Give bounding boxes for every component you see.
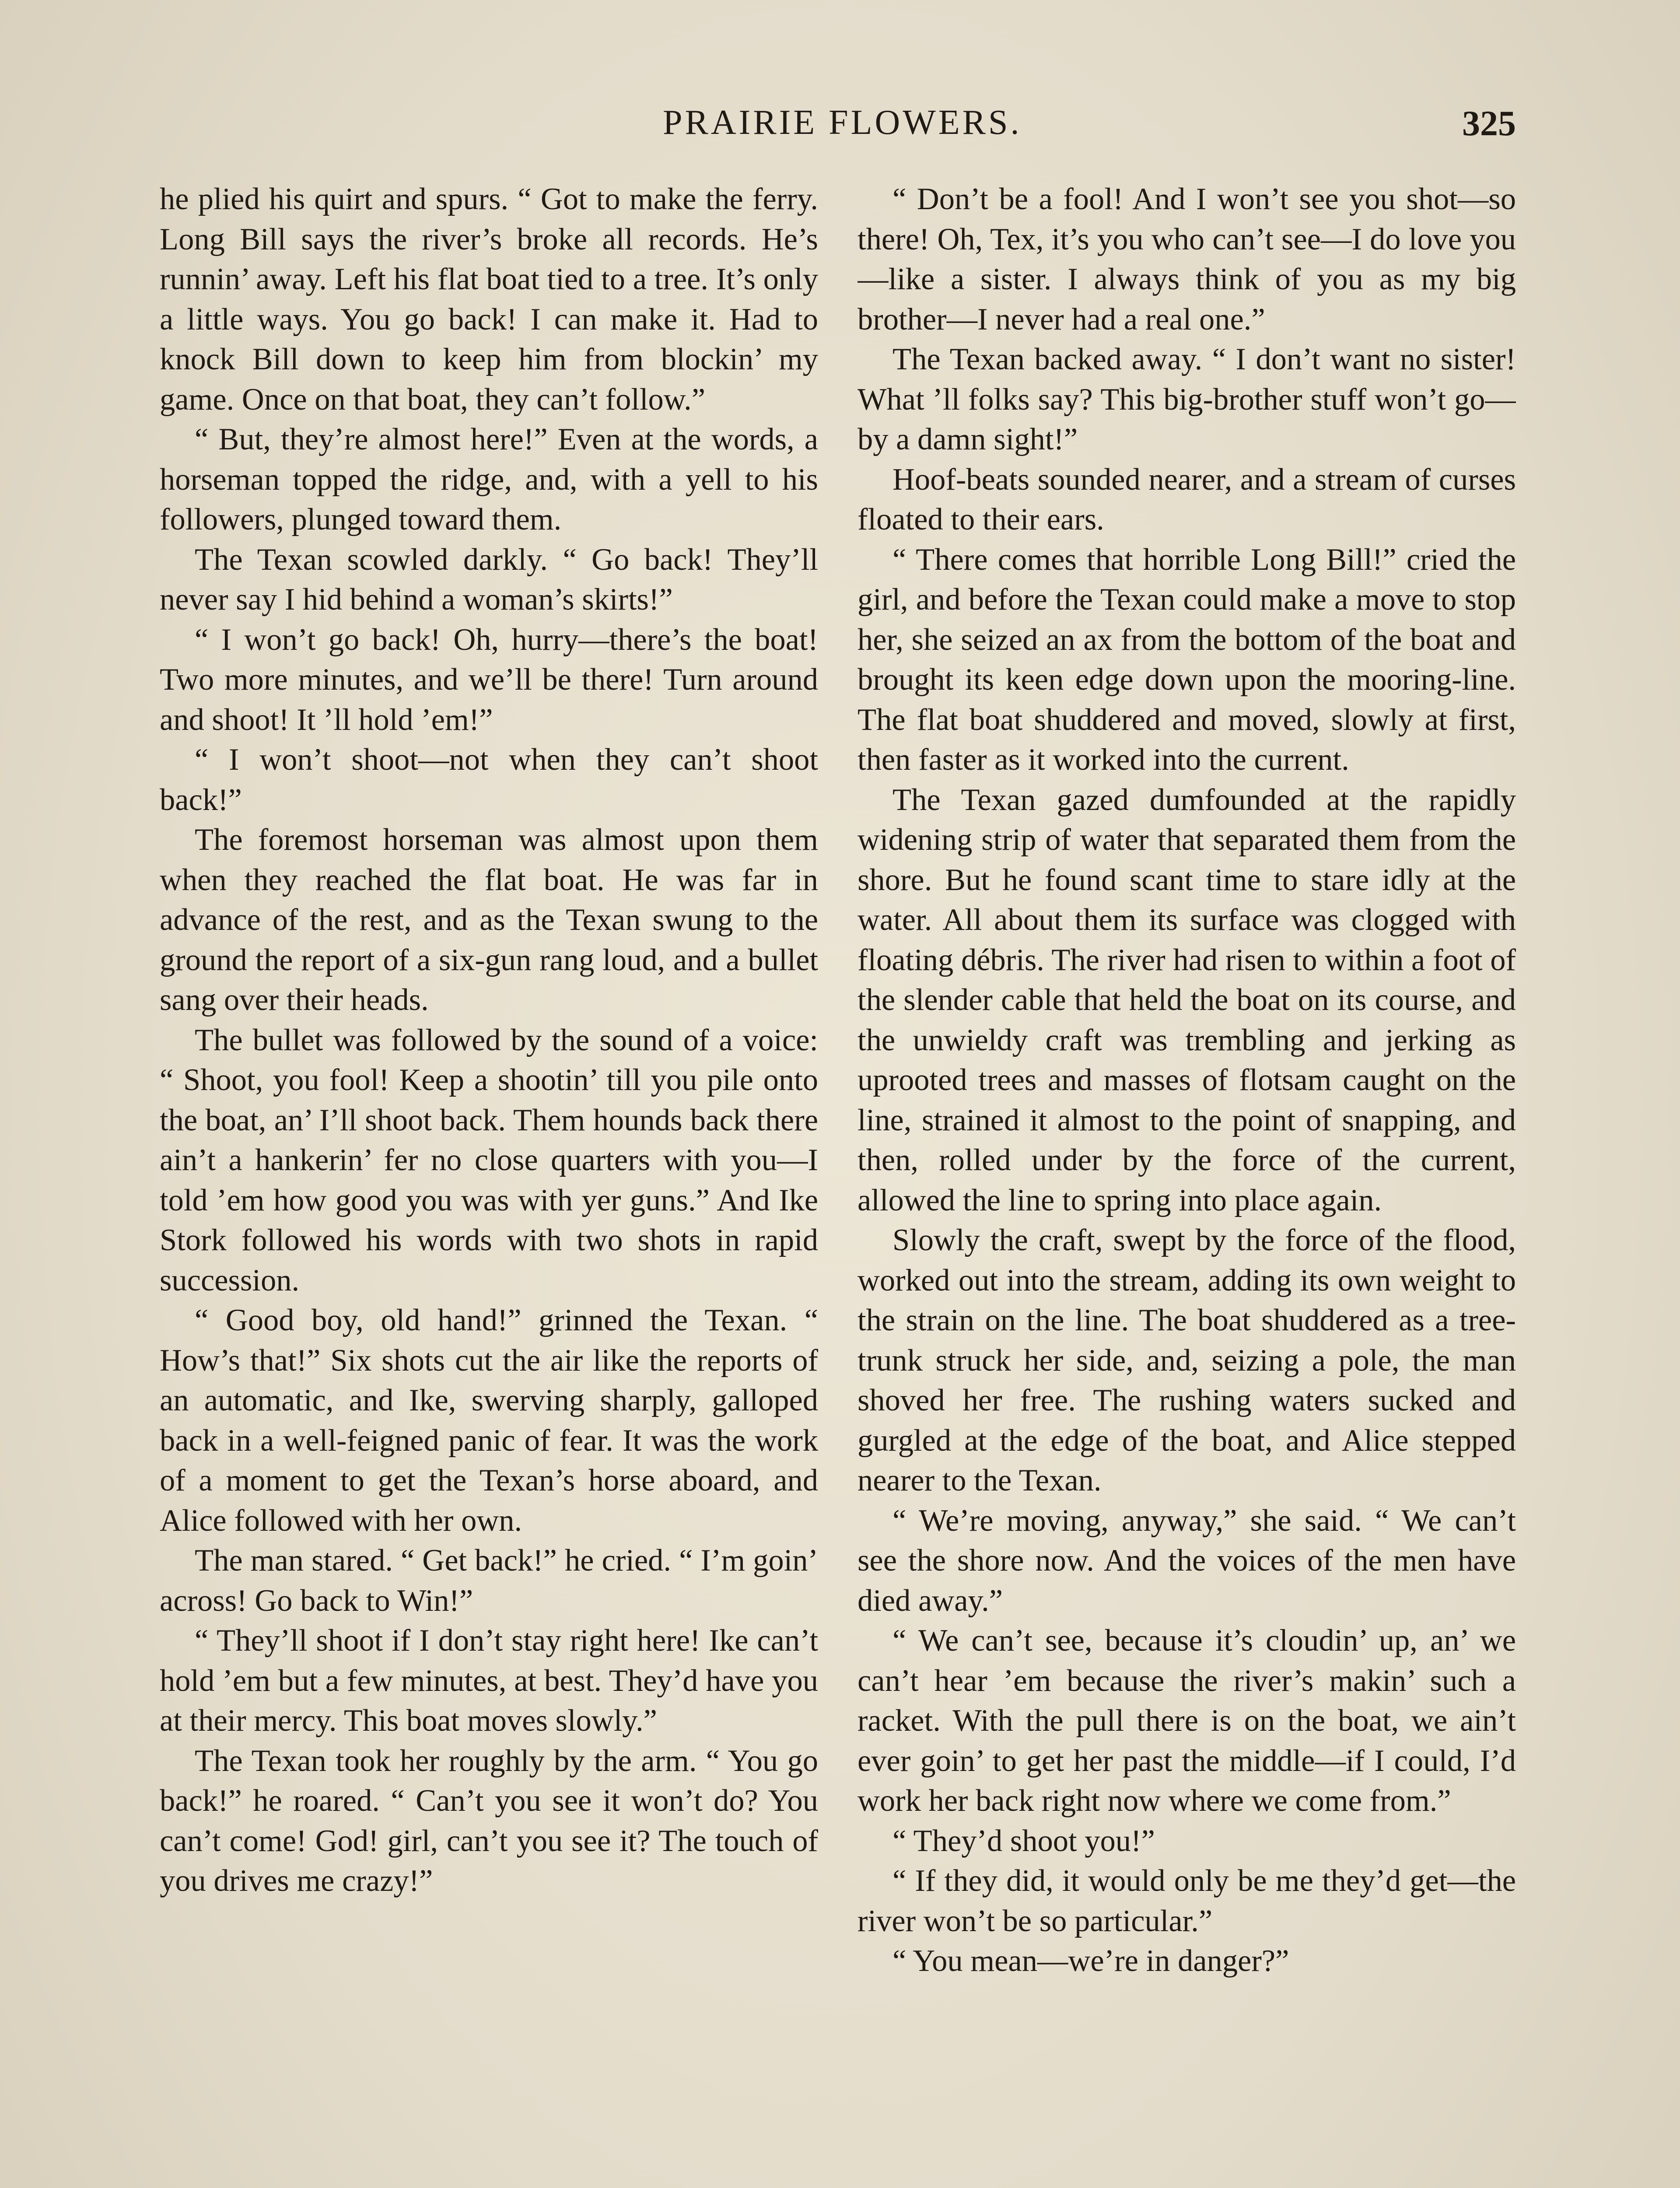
paragraph: The man stared. “ Get back!” he cried. “ I’m goin’ across! Go back to Win!” — [160, 1543, 818, 1618]
paragraph: “ They’ll shoot if I don’t stay right here! Ike can’t hold ’em but a few minutes, at best. They’d have you at their mercy. This boat moves slowly.” — [160, 1623, 818, 1738]
paragraph: “ There comes that horrible Long Bill!” cried the girl, and before the Texan could make a move to stop her, she seized an ax from the bottom of the boat and brought its keen edge down upon the mooring-line. The flat boat shuddered and moved, slowly at first, then faster as it worked into the current. — [858, 542, 1516, 777]
paragraph: “ We’re moving, anyway,” she said. “ We can’t see the shore now. And the voices of the men have died away.” — [858, 1503, 1516, 1618]
running-header — [160, 98, 1516, 155]
paragraph: The Texan gazed dumfounded at the rapidly widening strip of water that separated them from the shore. But he found scant time to stare idly at the water. All about them its surface was clogged with floating débris. The river had risen to within a foot of the slender cable that held the boat on its course, and the unwieldy craft was trembling and jerking as uprooted trees and masses of flotsam caught on the line, strained it almost to the point of snapping, and then, rolled under by the force of the current, allowed the line to spring into place again. — [858, 782, 1516, 1217]
paragraph: “ Good boy, old hand!” grinned the Texan. “ How’s that!” Six shots cut the air like the reports of an automatic, and Ike, swerving sharply, galloped back in a well-feigned panic of fear. It was the work of a moment to get the Texan’s horse aboard, and Alice followed with her own. — [160, 1303, 818, 1538]
running-title: PRAIRIE FLOWERS. — [663, 103, 1022, 142]
paragraph: The Texan scowled darkly. “ Go back! They’ll never say I hid behind a woman’s skirts!” — [160, 542, 818, 617]
paragraph: The Texan took her roughly by the arm. “ You go back!” he roared. “ Can’t you see it won’t do? You can’t come! God! girl, can’t you see it? The touch of you drives me crazy!” — [160, 1743, 818, 1898]
paragraph: Slowly the craft, swept by the force of the flood, worked out into the stream, adding its own weight to the strain on the line. The boat shuddered as a tree-trunk struck her side, and, seizing a pole, the man shoved her free. The rushing waters sucked and gurgled at the edge of the boat, and Alice stepped nearer to the Texan. — [858, 1223, 1516, 1497]
paragraph: “ If they did, it would only be me they’d get—the river won’t be so particular.” — [858, 1864, 1516, 1938]
paragraph: “ I won’t go back! Oh, hurry—there’s the boat! Two more minutes, and we’ll be there! Turn around and shoot! It ’ll hold ’em!” — [160, 622, 818, 737]
paragraph: “ You mean—we’re in danger?” — [892, 1944, 1289, 1978]
paragraph: The bullet was followed by the sound of a voice: “ Shoot, you fool! Keep a shootin’ till you pile onto the boat, an’ I’ll shoot back. Them hounds back there ain’t a hankerin’ fer no close quarters with you—I told ’em how good you was with yer guns.” And Ike Stork followed his words with two shots in rapid succession. — [160, 1023, 818, 1297]
paragraph: The foremost horseman was almost upon them when they reached the flat boat. He was far in advance of the rest, and as the Texan swung to the ground the report of a six-gun rang loud, and a bullet sang over their heads. — [160, 823, 818, 1017]
paragraph: “ I won’t shoot—not when they can’t shoot back!” — [160, 743, 818, 817]
paragraph: Hoof-beats sounded nearer, and a stream of curses floated to their ears. — [858, 462, 1516, 536]
paragraph: “ We can’t see, because it’s cloudin’ up, an’ we can’t hear ’em because the river’s makin’ such a racket. With the pull there is on the boat, we ain’t ever goin’ to get her past the middle—if I could, I’d work her back right now where we come from.” — [858, 1623, 1516, 1818]
paragraph: “ But, they’re almost here!” Even at the words, a horseman topped the ridge, and, with a yell to his followers, plunged toward them. — [160, 422, 818, 536]
paragraph: “ Don’t be a fool! And I won’t see you shot—so there! Oh, Tex, it’s you who can’t see—I do love you—like a sister. I always think of you as my big brother—I never had a real one.” — [858, 182, 1516, 337]
paragraph: “ They’d shoot you!” — [892, 1823, 1155, 1858]
paragraph: he plied his quirt and spurs. “ Got to make the ferry. Long Bill says the river’s broke all records. He’s runnin’ away. Left his flat boat tied to a tree. It’s only a little ways. You go back! I can make it. Had to knock Bill down to keep him from blockin’ my game. Once on that boat, they can’t follow.” — [160, 182, 818, 417]
right-text-column — [858, 179, 1516, 2188]
left-text-column — [160, 179, 818, 2188]
paragraph: The Texan backed away. “ I don’t want no sister! What ’ll folks say? This big-brother stuff won’t go—by a damn sight!” — [858, 342, 1516, 456]
page-number: 325 — [1462, 103, 1516, 143]
